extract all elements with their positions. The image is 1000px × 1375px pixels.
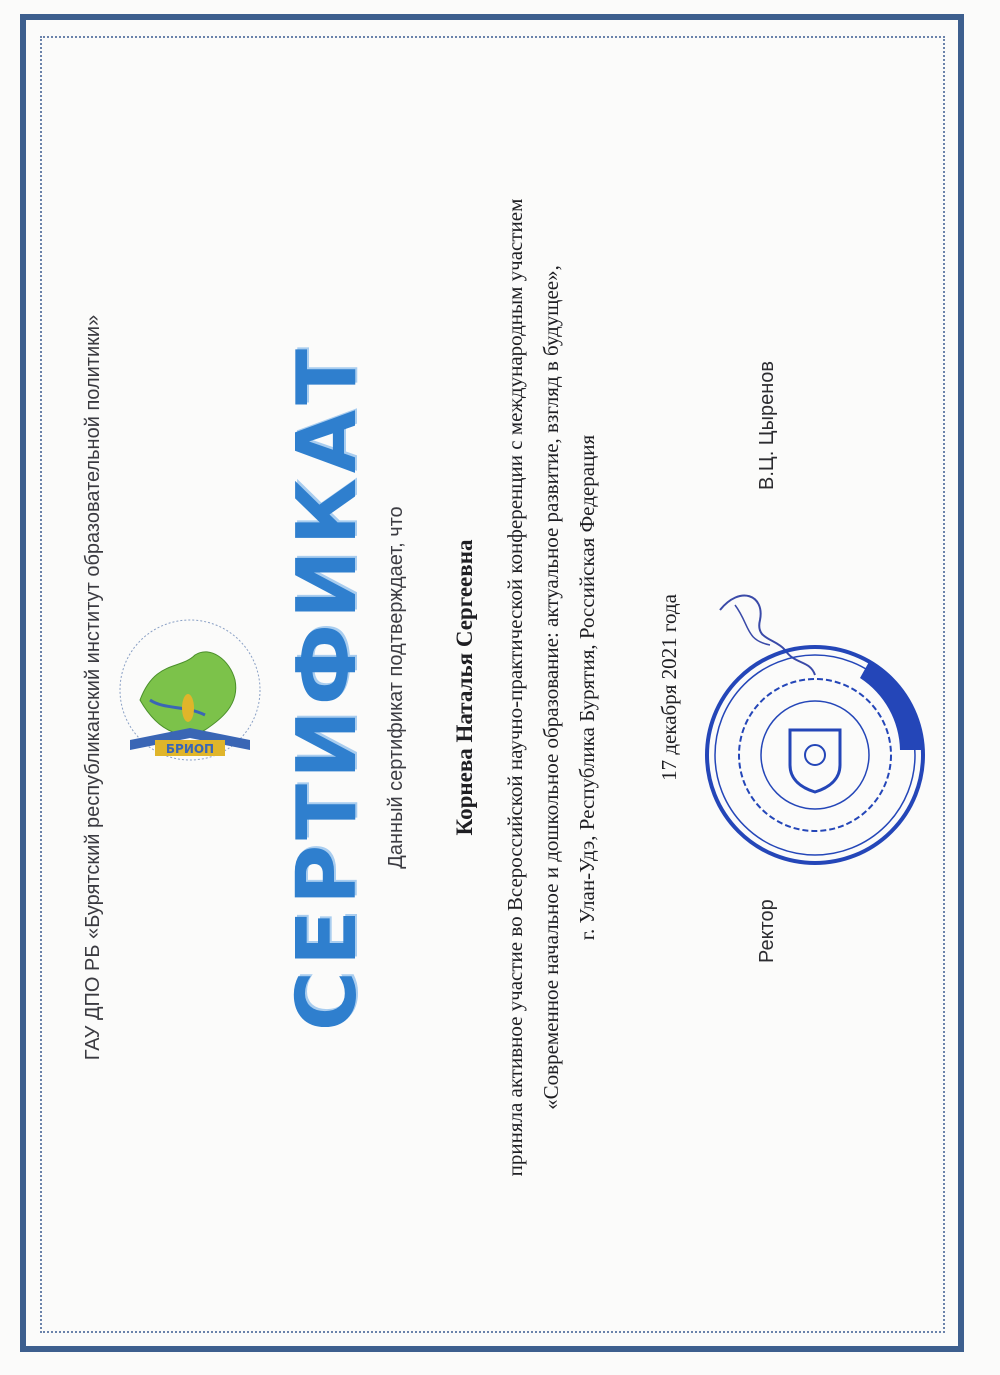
participation-text: приняла активное участие во Всероссийской научно-практической конференции с международным участием: [503, 198, 527, 1177]
certificate-title: СЕРТИФИКАТ: [280, 343, 375, 1032]
conference-title: «Современное начальное и дошкольное образование: актуальное развитие, взгляд в будущее»,: [539, 265, 563, 1110]
svg-text:БРИОП: БРИОП: [165, 742, 215, 756]
conference-location: г. Улан-Удэ, Республика Бурятия, Российская Федерация: [575, 434, 599, 941]
confirmation-text: Данный сертификат подтверждает, что: [385, 506, 407, 869]
recipient-name: Корнева Наталья Сергеевна: [452, 539, 477, 836]
certificate-date: 17 декабря 2021 года: [657, 594, 681, 781]
signer-position: Ректор: [756, 899, 778, 963]
signer-name: В.Ц. Цыренов: [756, 360, 778, 490]
organization-name: ГАУ ДПО РБ «Бурятский республиканский институт образовательной политики»: [82, 314, 104, 1061]
